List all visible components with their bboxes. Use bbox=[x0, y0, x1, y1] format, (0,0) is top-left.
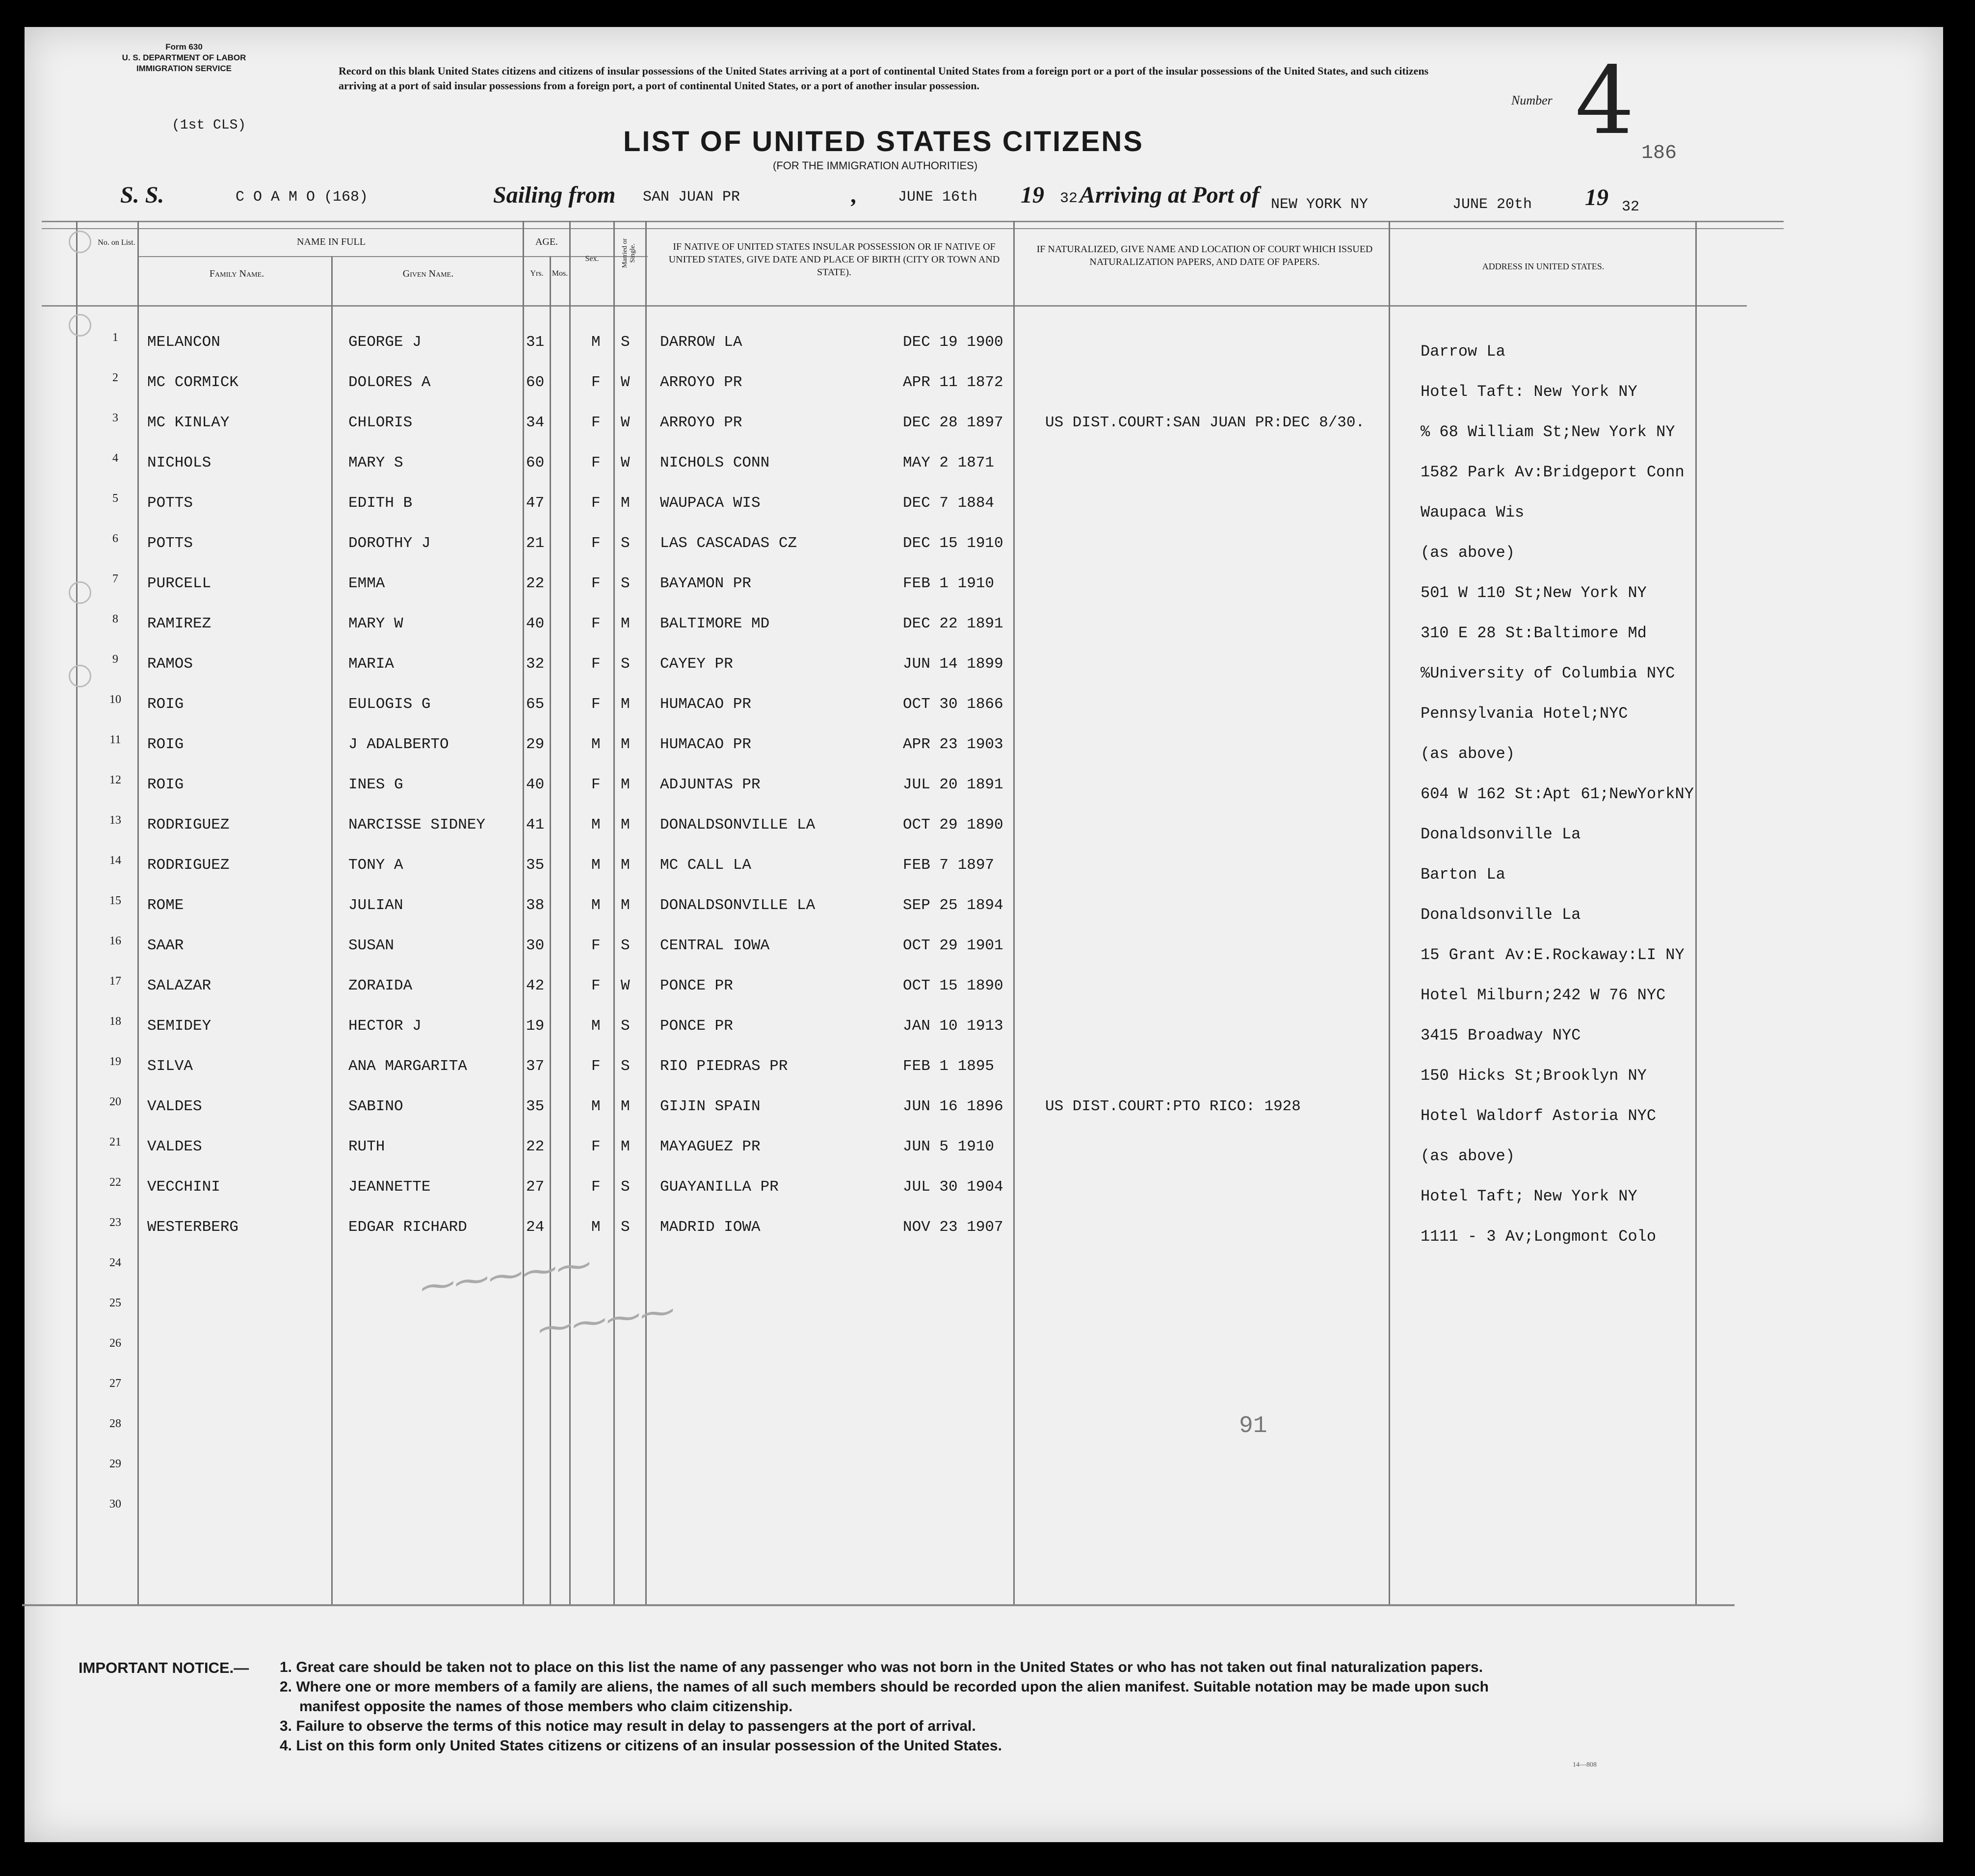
given-name-cell: NARCISSE SIDNEY bbox=[348, 816, 486, 834]
address-cell: 1111 - 3 Av;Longmont Colo bbox=[1421, 1227, 1657, 1246]
marital-status-cell: S bbox=[621, 334, 630, 351]
row-number: 26 bbox=[109, 1337, 121, 1350]
birthplace-cell: PONCE PR bbox=[660, 977, 733, 994]
marital-status-cell: S bbox=[621, 655, 630, 673]
row-number: 11 bbox=[109, 733, 121, 746]
birthplace-cell: DONALDSONVILLE LA bbox=[660, 816, 816, 834]
birthplace-cell: MADRID IOWA bbox=[660, 1219, 761, 1236]
depart-date: JUNE 16th bbox=[898, 189, 978, 206]
birthdate-cell: DEC 19 1900 bbox=[903, 334, 1003, 351]
birthdate-cell: OCT 15 1890 bbox=[903, 977, 1003, 994]
page-number-stamp: 91 bbox=[1239, 1413, 1267, 1439]
header-address: ADDRESS IN UNITED STATES. bbox=[1482, 261, 1605, 271]
marital-status-cell: M bbox=[621, 615, 630, 632]
family-name-cell: RODRIGUEZ bbox=[147, 816, 230, 834]
birthplace-cell: CAYEY PR bbox=[660, 655, 733, 673]
row-number: 8 bbox=[112, 613, 118, 625]
table-top-rule bbox=[42, 221, 1784, 222]
birthdate-cell: APR 23 1903 bbox=[903, 736, 1003, 753]
birthdate-cell: OCT 29 1901 bbox=[903, 937, 1003, 954]
sex-cell: M bbox=[591, 857, 601, 874]
given-name-cell: TONY A bbox=[348, 857, 403, 874]
sailing-label: Sailing from bbox=[493, 182, 616, 208]
marital-status-cell: W bbox=[621, 977, 630, 994]
birthdate-cell: DEC 15 1910 bbox=[903, 535, 1003, 552]
address-cell: Donaldsonville La bbox=[1421, 825, 1581, 843]
age-cell: 60 bbox=[526, 454, 545, 471]
family-name-cell: VALDES bbox=[147, 1138, 202, 1155]
age-cell: 19 bbox=[526, 1017, 545, 1035]
form-identification bbox=[96, 42, 272, 74]
row-number: 3 bbox=[112, 412, 118, 424]
pencil-annotation-2: ⁓⁓⁓⁓ bbox=[533, 1292, 675, 1350]
row-number: 25 bbox=[109, 1297, 121, 1309]
sex-cell: F bbox=[591, 937, 601, 954]
marital-status-cell: S bbox=[621, 1058, 630, 1075]
row-number: 9 bbox=[112, 653, 118, 666]
given-name-cell: EULOGIS G bbox=[348, 696, 431, 713]
age-cell: 24 bbox=[526, 1219, 545, 1236]
number-label: Number bbox=[1511, 93, 1553, 107]
birthdate-cell: DEC 22 1891 bbox=[903, 615, 1003, 632]
sex-cell: F bbox=[591, 1058, 601, 1075]
address-cell: 15 Grant Av:E.Rockaway:LI NY bbox=[1421, 946, 1685, 964]
row-number: 20 bbox=[109, 1095, 121, 1108]
age-cell: 40 bbox=[526, 776, 545, 793]
page-stamp: 186 bbox=[1641, 142, 1677, 164]
row-number: 16 bbox=[109, 935, 121, 947]
birthdate-cell: NOV 23 1907 bbox=[903, 1219, 1003, 1236]
address-cell: (as above) bbox=[1421, 745, 1515, 763]
header-married-single: Married or Single. bbox=[621, 238, 636, 268]
sex-cell: M bbox=[591, 1219, 601, 1236]
depart-year-prefix: 19 bbox=[1021, 182, 1044, 208]
row-number: 15 bbox=[109, 894, 121, 907]
family-name-cell: WESTERBERG bbox=[147, 1219, 239, 1236]
marital-status-cell: S bbox=[621, 937, 630, 954]
birthplace-cell: RIO PIEDRAS PR bbox=[660, 1058, 788, 1075]
header-naturalized: IF NATURALIZED, GIVE NAME AND LOCATION OF COURT WHICH ISSUED NATURALIZATION PAPERS, AND DATE OF PAPERS. bbox=[1036, 244, 1373, 267]
binder-hole bbox=[69, 665, 91, 687]
page-subtitle: (FOR THE IMMIGRATION AUTHORITIES) bbox=[773, 159, 978, 172]
table-bottom-rule bbox=[22, 1604, 1735, 1606]
address-cell: Hotel Taft: New York NY bbox=[1421, 383, 1637, 401]
marital-status-cell: S bbox=[621, 575, 630, 592]
given-name-cell: JULIAN bbox=[348, 897, 403, 914]
birthdate-cell: JAN 10 1913 bbox=[903, 1017, 1003, 1035]
birthplace-cell: DARROW LA bbox=[660, 334, 742, 351]
birthplace-cell: MAYAGUEZ PR bbox=[660, 1138, 761, 1155]
family-name-cell: MELANCON bbox=[147, 334, 220, 351]
row-number: 22 bbox=[109, 1176, 121, 1189]
marital-status-cell: W bbox=[621, 454, 630, 471]
ss-label: S. S. bbox=[120, 182, 164, 208]
age-cell: 22 bbox=[526, 1138, 545, 1155]
address-cell: 3415 Broadway NYC bbox=[1421, 1026, 1581, 1044]
sex-cell: F bbox=[591, 776, 601, 793]
birthplace-cell: WAUPACA WIS bbox=[660, 495, 761, 512]
marital-status-cell: M bbox=[621, 1138, 630, 1155]
marital-status-cell: W bbox=[621, 414, 630, 431]
address-cell: % 68 William St;New York NY bbox=[1421, 423, 1675, 441]
binder-hole bbox=[69, 314, 91, 337]
marital-status-cell: M bbox=[621, 736, 630, 753]
given-name-cell: MARY W bbox=[348, 615, 403, 632]
address-cell: %University of Columbia NYC bbox=[1421, 664, 1675, 682]
given-name-cell: DOROTHY J bbox=[348, 535, 431, 552]
address-cell: Pennsylvania Hotel;NYC bbox=[1421, 704, 1628, 723]
row-number: 10 bbox=[109, 693, 121, 706]
age-cell: 47 bbox=[526, 495, 545, 512]
row-number: 14 bbox=[109, 854, 121, 867]
sex-cell: M bbox=[591, 1098, 601, 1115]
address-cell: (as above) bbox=[1421, 544, 1515, 562]
binder-hole bbox=[69, 231, 91, 253]
family-name-cell: ROIG bbox=[147, 776, 184, 793]
notice-item-4: 4. List on this form only United States citizens or citizens of an insular possession of the United States. bbox=[280, 1738, 1002, 1754]
birthplace-cell: NICHOLS CONN bbox=[660, 454, 770, 471]
row-number: 6 bbox=[112, 532, 118, 545]
row-number: 5 bbox=[112, 492, 118, 505]
birthplace-cell: GIJIN SPAIN bbox=[660, 1098, 761, 1115]
family-name-cell: SILVA bbox=[147, 1058, 193, 1075]
birthdate-cell: MAY 2 1871 bbox=[903, 454, 995, 471]
row-number: 17 bbox=[109, 975, 121, 988]
manifest-sheet bbox=[25, 27, 1943, 1842]
row-number: 2 bbox=[112, 371, 118, 384]
arrive-date: JUNE 20th bbox=[1452, 196, 1532, 213]
marital-status-cell: S bbox=[621, 1219, 630, 1236]
age-cell: 35 bbox=[526, 857, 545, 874]
row-number: 7 bbox=[112, 573, 118, 585]
given-name-cell: EDGAR RICHARD bbox=[348, 1219, 467, 1236]
binder-hole bbox=[69, 581, 91, 604]
depart-year: 32 bbox=[1060, 190, 1078, 207]
marital-status-cell: M bbox=[621, 495, 630, 512]
birthdate-cell: DEC 28 1897 bbox=[903, 414, 1003, 431]
row-number: 1 bbox=[112, 331, 118, 344]
age-cell: 65 bbox=[526, 696, 545, 713]
marital-status-cell: M bbox=[621, 857, 630, 874]
sex-cell: F bbox=[591, 454, 601, 471]
header-age: AGE. bbox=[535, 236, 558, 247]
notice-heading: IMPORTANT NOTICE.— bbox=[79, 1659, 249, 1676]
age-cell: 21 bbox=[526, 535, 545, 552]
age-cell: 30 bbox=[526, 937, 545, 954]
birthplace-cell: LAS CASCADAS CZ bbox=[660, 535, 797, 552]
sex-cell: F bbox=[591, 1178, 601, 1196]
family-name-cell: MC KINLAY bbox=[147, 414, 230, 431]
address-cell: 604 W 162 St:Apt 61;NewYorkNY bbox=[1421, 785, 1694, 803]
family-name-cell: VALDES bbox=[147, 1098, 202, 1115]
family-name-cell: POTTS bbox=[147, 495, 193, 512]
marital-status-cell: S bbox=[621, 1017, 630, 1035]
birthplace-cell: HUMACAO PR bbox=[660, 696, 752, 713]
naturalization-cell: US DIST.COURT:SAN JUAN PR:DEC 8/30. bbox=[1045, 414, 1365, 431]
age-cell: 60 bbox=[526, 374, 545, 391]
birthdate-cell: JUN 16 1896 bbox=[903, 1098, 1003, 1115]
number-value: 4 bbox=[1575, 47, 1634, 155]
arrive-year-prefix: 19 bbox=[1585, 184, 1608, 210]
birthdate-cell: FEB 1 1910 bbox=[903, 575, 995, 592]
sex-cell: F bbox=[591, 615, 601, 632]
family-name-cell: ROIG bbox=[147, 696, 184, 713]
given-name-cell: CHLORIS bbox=[348, 414, 413, 431]
birthplace-cell: DONALDSONVILLE LA bbox=[660, 897, 816, 914]
given-name-cell: MARY S bbox=[348, 454, 403, 471]
sex-cell: F bbox=[591, 977, 601, 994]
family-name-cell: ROME bbox=[147, 897, 184, 914]
marital-status-cell: M bbox=[621, 696, 630, 713]
family-name-cell: RAMOS bbox=[147, 655, 193, 673]
address-cell: Waupaca Wis bbox=[1421, 503, 1525, 521]
arriving-label: Arriving at Port of bbox=[1080, 182, 1260, 208]
row-number: 13 bbox=[109, 814, 121, 827]
birthdate-cell: JUL 30 1904 bbox=[903, 1178, 1003, 1196]
address-cell: Hotel Milburn;242 W 76 NYC bbox=[1421, 986, 1666, 1004]
given-name-cell: SABINO bbox=[348, 1098, 403, 1115]
address-cell: 1582 Park Av:Bridgeport Conn bbox=[1421, 463, 1685, 481]
header-yrs: Yrs. bbox=[530, 269, 544, 278]
birthdate-cell: JUN 14 1899 bbox=[903, 655, 1003, 673]
ship-name: C O A M O (168) bbox=[236, 189, 369, 206]
row-number: 4 bbox=[112, 452, 118, 465]
sex-cell: F bbox=[591, 655, 601, 673]
given-name-cell: INES G bbox=[348, 776, 403, 793]
birthplace-cell: GUAYANILLA PR bbox=[660, 1178, 779, 1196]
birthplace-cell: ARROYO PR bbox=[660, 414, 742, 431]
birthplace-cell: BAYAMON PR bbox=[660, 575, 752, 592]
age-cell: 42 bbox=[526, 977, 545, 994]
sex-cell: M bbox=[591, 1017, 601, 1035]
birthdate-cell: OCT 30 1866 bbox=[903, 696, 1003, 713]
sex-cell: F bbox=[591, 696, 601, 713]
address-cell: 150 Hicks St;Brooklyn NY bbox=[1421, 1067, 1647, 1085]
marital-status-cell: M bbox=[621, 897, 630, 914]
family-name-cell: RODRIGUEZ bbox=[147, 857, 230, 874]
address-cell: (as above) bbox=[1421, 1147, 1515, 1165]
header-bottom-rule bbox=[42, 305, 1747, 307]
row-number: 24 bbox=[109, 1256, 121, 1269]
given-name-cell: MARIA bbox=[348, 655, 395, 673]
given-name-cell: DOLORES A bbox=[348, 374, 431, 391]
family-name-cell: SAAR bbox=[147, 937, 184, 954]
address-cell: Donaldsonville La bbox=[1421, 906, 1581, 924]
row-number: 12 bbox=[109, 774, 121, 786]
given-name-cell: JEANNETTE bbox=[348, 1178, 431, 1196]
birthdate-cell: DEC 7 1884 bbox=[903, 495, 995, 512]
sex-cell: F bbox=[591, 575, 601, 592]
marital-status-cell: M bbox=[621, 776, 630, 793]
age-cell: 31 bbox=[526, 334, 545, 351]
row-number: 19 bbox=[109, 1055, 121, 1068]
row-number: 23 bbox=[109, 1216, 121, 1229]
notice-item-3: 3. Failure to observe the terms of this notice may result in delay to passengers at the port of arrival. bbox=[280, 1718, 976, 1734]
birthdate-cell: FEB 1 1895 bbox=[903, 1058, 995, 1075]
sex-cell: M bbox=[591, 897, 601, 914]
form-code: 14—808 bbox=[1573, 1761, 1597, 1769]
age-cell: 22 bbox=[526, 575, 545, 592]
family-name-cell: POTTS bbox=[147, 535, 193, 552]
address-cell: 310 E 28 St:Baltimore Md bbox=[1421, 624, 1647, 642]
notice-item-1: 1. Great care should be taken not to place on this list the name of any passenger who was not born in the United States or who has not taken out final naturalization papers. bbox=[280, 1659, 1483, 1675]
birthdate-cell: FEB 7 1897 bbox=[903, 857, 995, 874]
birthplace-cell: BALTIMORE MD bbox=[660, 615, 770, 632]
header-sex: Sex. bbox=[585, 255, 599, 263]
row-number: 18 bbox=[109, 1015, 121, 1028]
given-name-cell: GEORGE J bbox=[348, 334, 421, 351]
birthdate-cell: JUL 20 1891 bbox=[903, 776, 1003, 793]
age-cell: 34 bbox=[526, 414, 545, 431]
age-cell: 29 bbox=[526, 736, 545, 753]
given-name-cell: EDITH B bbox=[348, 495, 413, 512]
header-birth: IF NATIVE OF UNITED STATES INSULAR POSSESSION OR IF NATIVE OF UNITED STATES, GIVE DATE AND PLACE OF BIRTH (CITY OR TOWN AND STATE). bbox=[668, 241, 1000, 278]
birthplace-cell: ARROYO PR bbox=[660, 374, 742, 391]
sex-cell: F bbox=[591, 374, 601, 391]
given-name-cell: SUSAN bbox=[348, 937, 395, 954]
age-cell: 40 bbox=[526, 615, 545, 632]
row-number: 27 bbox=[109, 1377, 121, 1390]
family-name-cell: ROIG bbox=[147, 736, 184, 753]
family-name-cell: VECCHINI bbox=[147, 1178, 220, 1196]
marital-status-cell: S bbox=[621, 535, 630, 552]
marital-status-cell: M bbox=[621, 816, 630, 834]
service-name: IMMIGRATION SERVICE bbox=[136, 64, 232, 73]
birthdate-cell: APR 11 1872 bbox=[903, 374, 1003, 391]
form-number: Form 630 bbox=[165, 42, 203, 52]
header-name-in-full: NAME IN FULL bbox=[297, 236, 366, 247]
given-name-cell: HECTOR J bbox=[348, 1017, 421, 1035]
sex-cell: F bbox=[591, 495, 601, 512]
pencil-annotation: ⁓⁓⁓⁓⁓ bbox=[415, 1246, 591, 1307]
birthplace-cell: CENTRAL IOWA bbox=[660, 937, 770, 954]
sex-cell: F bbox=[591, 1138, 601, 1155]
marital-status-cell: W bbox=[621, 374, 630, 391]
department-name: U. S. DEPARTMENT OF LABOR bbox=[122, 53, 246, 62]
sex-cell: M bbox=[591, 816, 601, 834]
header-given-name: Given Name. bbox=[402, 268, 454, 279]
address-cell: Darrow La bbox=[1421, 342, 1505, 361]
family-name-cell: RAMIREZ bbox=[147, 615, 211, 632]
notice-item-2-cont: manifest opposite the names of those members who claim citizenship. bbox=[299, 1698, 793, 1715]
row-number: 28 bbox=[109, 1417, 121, 1430]
record-instructions: Record on this blank United States citizens and citizens of insular possessions of the United States arriving at a port of continental United States from a foreign port or a port of the insular possessions of the United States, and such citizens arriving at a port of said insular possessions from a foreign port, a port of continental United States, or a port of another insular possession. bbox=[339, 65, 1429, 92]
address-cell: Hotel Taft; New York NY bbox=[1421, 1187, 1637, 1205]
address-cell: Hotel Waldorf Astoria NYC bbox=[1421, 1107, 1657, 1125]
birthdate-cell: OCT 29 1890 bbox=[903, 816, 1003, 834]
birthplace-cell: MC CALL LA bbox=[660, 857, 752, 874]
age-cell: 37 bbox=[526, 1058, 545, 1075]
address-cell: Barton La bbox=[1421, 865, 1505, 884]
naturalization-cell: US DIST.COURT:PTO RICO: 1928 bbox=[1045, 1098, 1301, 1115]
given-name-cell: J ADALBERTO bbox=[348, 736, 449, 753]
marital-status-cell: S bbox=[621, 1178, 630, 1196]
age-cell: 32 bbox=[526, 655, 545, 673]
class-label: (1st CLS) bbox=[172, 118, 246, 133]
marital-status-cell: M bbox=[621, 1098, 630, 1115]
page-title: LIST OF UNITED STATES CITIZENS bbox=[623, 126, 1144, 157]
age-cell: 35 bbox=[526, 1098, 545, 1115]
family-name-cell: SEMIDEY bbox=[147, 1017, 211, 1035]
given-name-cell: EMMA bbox=[348, 575, 385, 592]
row-number: 21 bbox=[109, 1136, 121, 1148]
given-name-cell: ZORAIDA bbox=[348, 977, 413, 994]
given-name-cell: ANA MARGARITA bbox=[348, 1058, 467, 1075]
birthplace-cell: ADJUNTAS PR bbox=[660, 776, 761, 793]
age-cell: 27 bbox=[526, 1178, 545, 1196]
birthdate-cell: SEP 25 1894 bbox=[903, 897, 1003, 914]
given-name-cell: RUTH bbox=[348, 1138, 385, 1155]
row-number: 30 bbox=[109, 1498, 121, 1511]
family-name-cell: MC CORMICK bbox=[147, 374, 239, 391]
from-port: SAN JUAN PR bbox=[643, 189, 740, 206]
family-name-cell: SALAZAR bbox=[147, 977, 211, 994]
sex-cell: F bbox=[591, 414, 601, 431]
birthplace-cell: PONCE PR bbox=[660, 1017, 733, 1035]
notice-item-2: 2. Where one or more members of a family are aliens, the names of all such members should be recorded upon the alien manifest. Suitable notation may be made upon such bbox=[280, 1679, 1489, 1695]
family-name-cell: NICHOLS bbox=[147, 454, 211, 471]
sex-cell: M bbox=[591, 334, 601, 351]
header-no: No. on List. bbox=[98, 238, 135, 247]
sex-cell: F bbox=[591, 535, 601, 552]
header-mos: Mos. bbox=[552, 269, 568, 278]
age-cell: 41 bbox=[526, 816, 545, 834]
birthplace-cell: HUMACAO PR bbox=[660, 736, 752, 753]
address-cell: 501 W 110 St;New York NY bbox=[1421, 584, 1647, 602]
arrive-year: 32 bbox=[1622, 199, 1640, 215]
header-family-name: Family Name. bbox=[209, 268, 264, 279]
sex-cell: M bbox=[591, 736, 601, 753]
to-port: NEW YORK NY bbox=[1271, 196, 1369, 213]
family-name-cell: PURCELL bbox=[147, 575, 211, 592]
birthdate-cell: JUN 5 1910 bbox=[903, 1138, 995, 1155]
row-number: 29 bbox=[109, 1458, 121, 1470]
age-cell: 38 bbox=[526, 897, 545, 914]
